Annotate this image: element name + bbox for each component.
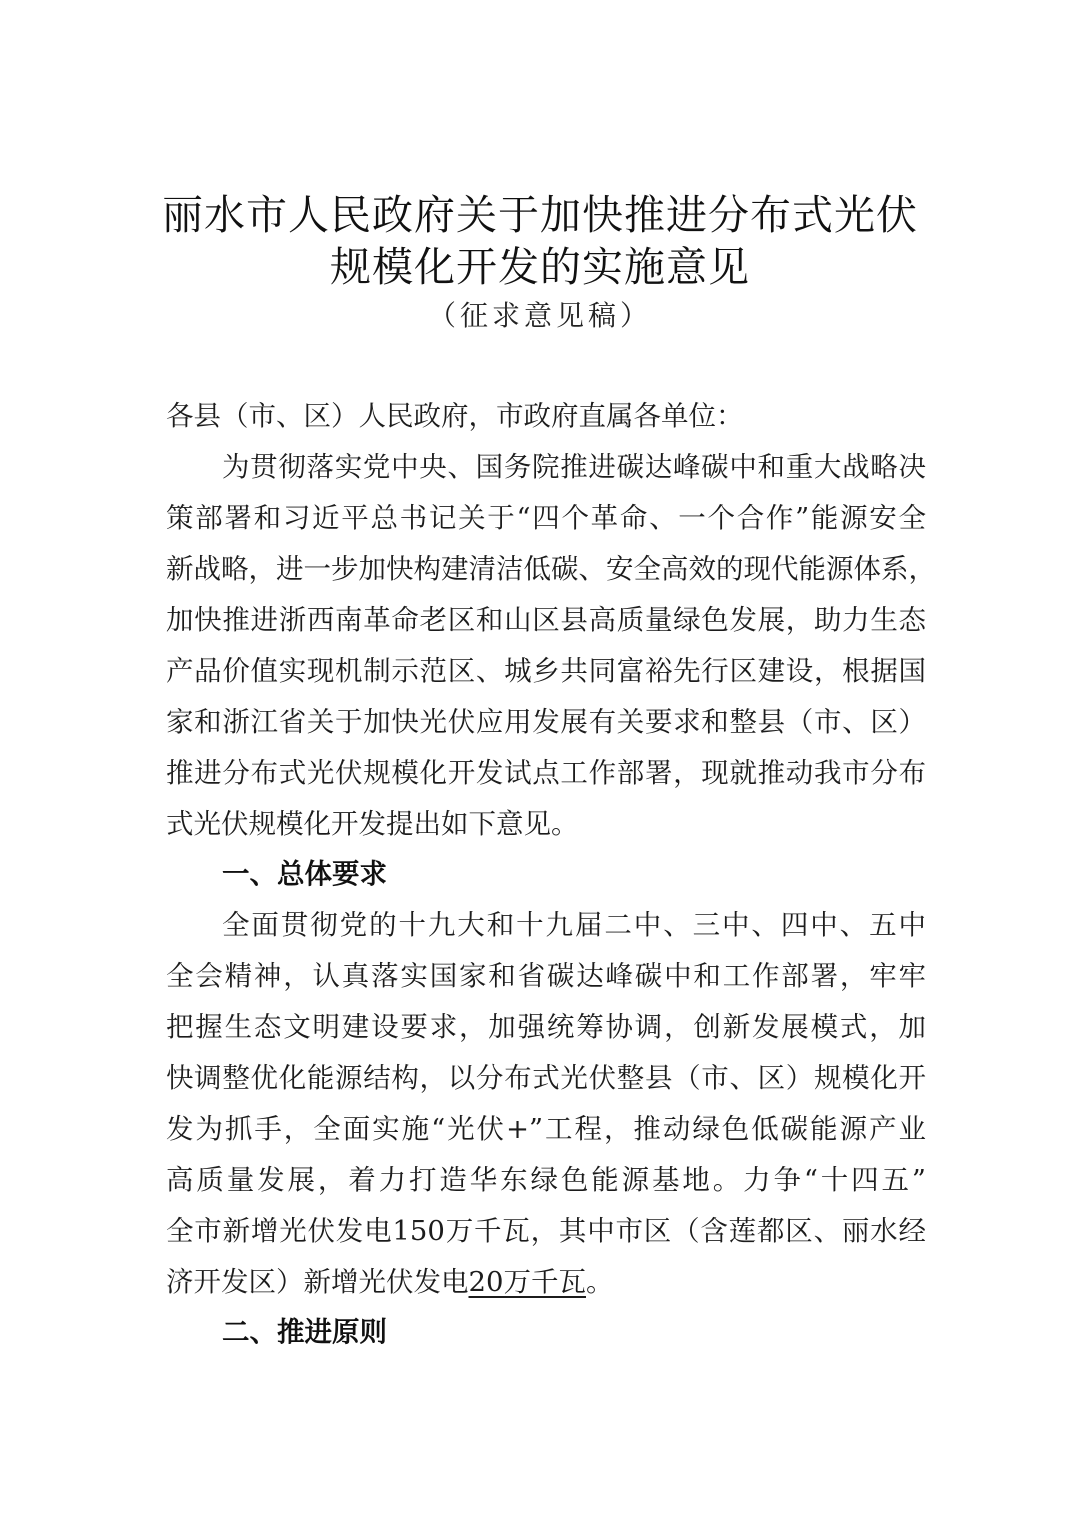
document-subtitle: （征求意见稿） [427, 299, 652, 332]
section-heading-overall-requirements: 一、总体要求 [222, 858, 387, 890]
paragraph-line: 家和浙江省关于加快光伏应用发展有关要求和整县（市、区） [166, 706, 926, 738]
salutation: 各县（市、区）人民政府，市政府直属各单位： [166, 400, 744, 432]
paragraph-line: 把握生态文明建设要求，加强统筹协调，创新发展模式，加 [166, 1011, 926, 1043]
section-heading-principles: 二、推进原则 [222, 1316, 387, 1348]
paragraph-line: 新战略，进一步加快构建清洁低碳、安全高效的现代能源体系， [166, 553, 936, 585]
paragraph-line [166, 1264, 926, 1300]
paragraph-line: 高质量发展，着力打造华东绿色能源基地。力争“十四五” [166, 1164, 926, 1196]
paragraph-line: 加快推进浙西南革命老区和山区县高质量绿色发展，助力生态 [166, 604, 926, 636]
paragraph-line: 全会精神，认真落实国家和省碳达峰碳中和工作部署，牢牢 [166, 960, 926, 992]
document-title-line-2: 规模化开发的实施意见 [330, 243, 750, 291]
paragraph-line: 策部署和习近平总书记关于“四个革命、一个合作”能源安全 [166, 502, 926, 534]
paragraph-line: 发为抓手，全面实施“光伏+”工程，推动绿色低碳能源产业 [166, 1113, 926, 1145]
paragraph-line: 快调整优化能源结构，以分布式光伏整县（市、区）规模化开 [166, 1062, 926, 1094]
text-run: 。 [586, 1266, 614, 1298]
paragraph-line: 全市新增光伏发电150万千瓦，其中市区（含莲都区、丽水经 [166, 1215, 926, 1247]
document-title-line-1: 丽水市人民政府关于加快推进分布式光伏 [162, 191, 918, 239]
paragraph-line: 为贯彻落实党中央、国务院推进碳达峰碳中和重大战略决 [222, 451, 926, 483]
paragraph-line: 推进分布式光伏规模化开发试点工作部署，现就推动我市分布 [166, 757, 926, 789]
underlined-target-value: 20万千瓦 [468, 1266, 586, 1298]
paragraph-line: 式光伏规模化开发提出如下意见。 [166, 808, 579, 840]
paragraph-line: 产品价值实现机制示范区、城乡共同富裕先行区建设，根据国 [166, 655, 926, 687]
text-run: 济开发区）新增光伏发电 [166, 1266, 469, 1298]
paragraph-line: 全面贯彻党的十九大和十九届二中、三中、四中、五中 [222, 909, 926, 941]
